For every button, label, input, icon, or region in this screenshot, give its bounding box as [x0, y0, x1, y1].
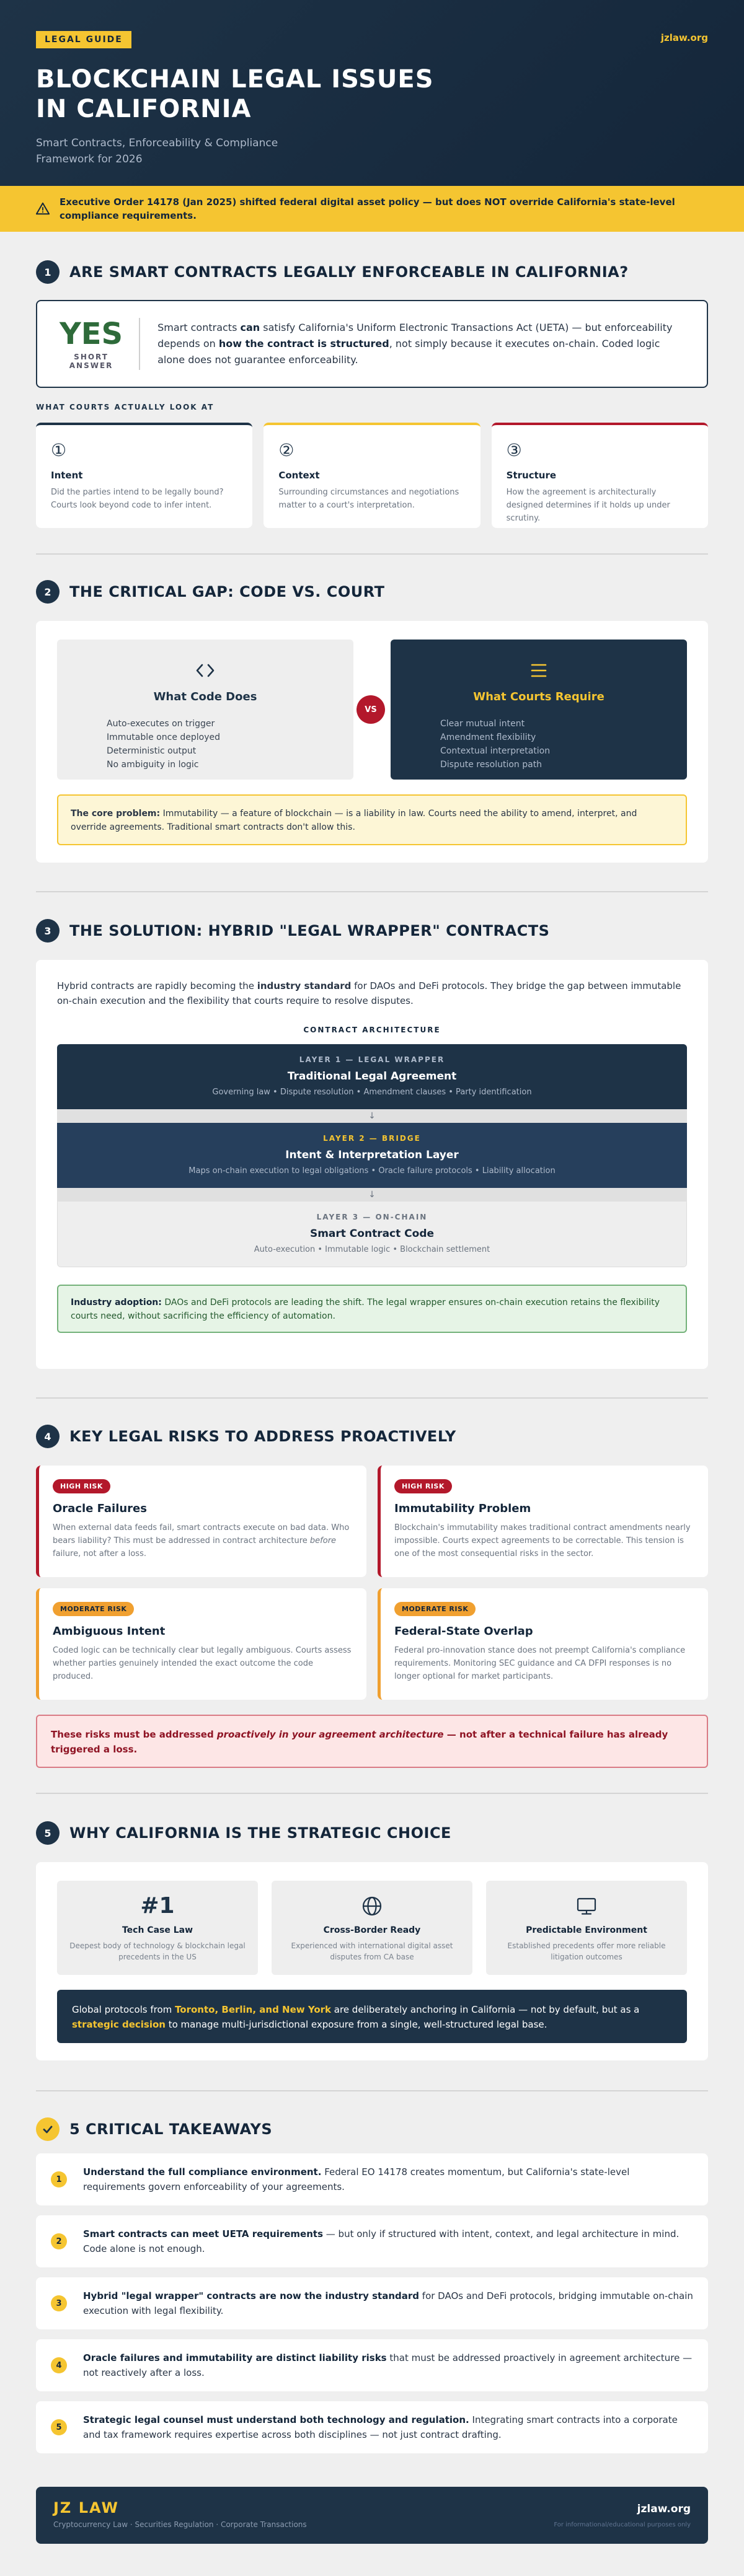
list-item: Contextual interpretation [440, 746, 551, 756]
advantage-card: #1 Tech Case Law Deepest body of technology & blockchain legal precedents in the US [57, 1881, 258, 1975]
takeaway-item: 5 Strategic legal counsel must understand both technology and regulation. Integrating smart contracts into a corporate and tax framework requires expertise across both disciplines — not just contract drafting. [36, 2401, 708, 2453]
section-title: ARE SMART CONTRACTS LEGALLY ENFORCEABLE IN CALIFORNIA? [69, 263, 629, 281]
industry-adoption-note: Industry adoption: DAOs and DeFi protocols are leading the shift. The legal wrapper ensures on-chain execution retains the flexibility courts need, without sacrificing the efficiency of automation. [57, 1285, 687, 1333]
risk-card: MODERATE RISK Ambiguous Intent Coded logic can be technically clear but legally ambiguous. Courts assess whether parties genuinely intended the exact outcome the code produced. [36, 1588, 366, 1700]
section-title: 5 CRITICAL TAKEAWAYS [69, 2121, 273, 2138]
risk-level-badge: MODERATE RISK [394, 1602, 476, 1616]
vs-badge: VS [356, 695, 385, 724]
down-arrow-icon: ↓ [57, 1188, 687, 1202]
layer-bridge: LAYER 2 — BRIDGE Intent & Interpretation Layer Maps on-chain execution to legal obligations • Oracle failure protocols • Liability allocation [57, 1123, 687, 1188]
section-title: THE CRITICAL GAP: CODE VS. COURT [69, 583, 385, 600]
section-number: 3 [36, 919, 60, 943]
risk-warning-note: These risks must be addressed proactively in your agreement architecture — not after a technical failure has already triggered a loss. [36, 1715, 708, 1768]
section-title: THE SOLUTION: HYBRID "LEGAL WRAPPER" CONTRACTS [69, 922, 550, 939]
section-number: 1 [36, 260, 60, 284]
list-item: Amendment flexibility [440, 732, 536, 742]
yes-answer: YES [60, 317, 123, 351]
alert-text: Executive Order 14178 (Jan 2025) shifted federal digital asset policy — but does NOT override California's state-level compliance requirements. [60, 196, 675, 221]
legal-guide-badge: LEGAL GUIDE [36, 31, 131, 48]
down-arrow-icon: ↓ [57, 1109, 687, 1123]
court-factor-card: ① Intent Did the parties intend to be legally bound? Courts look beyond code to infer intent. [36, 423, 252, 528]
risk-card: MODERATE RISK Federal-State Overlap Federal pro-innovation stance does not preempt California's compliance requirements. Monitoring SEC guidance and CA DFPI responses is no longer optional for market participants. [378, 1588, 708, 1700]
layer-legal-wrapper: LAYER 1 — LEGAL WRAPPER Traditional Legal Agreement Governing law • Dispute resolution • Amendment clauses • Party identification [57, 1044, 687, 1109]
short-answer-box [36, 300, 708, 388]
disclaimer: For informational/educational purposes only [554, 2521, 691, 2528]
section-number: 5 [36, 1821, 60, 1845]
site-link[interactable]: jzlaw.org [660, 32, 708, 43]
footer [36, 2487, 708, 2544]
list-item: Deterministic output [107, 746, 197, 756]
section-title: WHY CALIFORNIA IS THE STRATEGIC CHOICE [69, 1824, 451, 1842]
risk-level-badge: MODERATE RISK [53, 1602, 134, 1616]
section-number: 4 [36, 1425, 60, 1448]
advantage-card: Predictable Environment Established precedents offer more reliable litigation outcomes [486, 1881, 687, 1975]
footer-site-link[interactable]: jzlaw.org [637, 2503, 691, 2515]
short-answer-label: SHORT ANSWER [69, 353, 113, 370]
executive-order-alert [0, 186, 744, 232]
risk-card: HIGH RISK Oracle Failures When external data feeds fail, smart contracts execute on bad data. Who bears liability? This must be addressed in contract architecture before failure, not after a loss. [36, 1466, 366, 1577]
list-item: Auto-executes on trigger [107, 719, 215, 729]
page-title: BLOCKCHAIN LEGAL ISSUES IN CALIFORNIA [36, 65, 434, 123]
risk-card: HIGH RISK Immutability Problem Blockchain's immutability makes traditional contract amendments nearly impossible. Courts expect agreements to be correctable. This tension is one of the most consequential risks in the sector. [378, 1466, 708, 1577]
global-protocols-note: Global protocols from Toronto, Berlin, and New York are deliberately anchoring in California — not by default, but as a strategic decision to manage multi-jurisdictional exposure from a single, well-structured legal base. [57, 1990, 687, 2043]
code-vs-court-card [36, 621, 708, 863]
takeaway-item: 3 Hybrid "legal wrapper" contracts are now the industry standard for DAOs and DeFi protocols, bridging immutable on-chain execution with legal flexibility. [36, 2277, 708, 2329]
list-item: Immutable once deployed [107, 732, 221, 742]
section-enforceability [36, 260, 708, 528]
advantage-card: Cross-Border Ready Experienced with international digital asset disputes from CA base [272, 1881, 472, 1975]
section-critical-gap [36, 580, 708, 863]
risk-level-badge: HIGH RISK [394, 1479, 452, 1493]
divider [36, 1397, 708, 1399]
short-answer-text: Smart contracts can satisfy California's Uniform Electronic Transactions Act (UETA) — but enforceability depends on how the contract is structured, not simply because it executes on-chain. Coded logic alone does not guarantee enforceability. [157, 322, 673, 366]
what-code-does-panel: What Code Does Auto-executes on trigger Immutable once deployed Deterministic output No ambiguity in logic [57, 640, 353, 780]
menu-lines-icon [527, 659, 551, 682]
divider [36, 553, 708, 555]
divider [36, 2090, 708, 2091]
architecture-title: CONTRACT ARCHITECTURE [303, 1026, 441, 1034]
list-item: Clear mutual intent [440, 719, 525, 729]
court-factor-card: ② Context Surrounding circumstances and negotiations matter to a court's interpretation. [264, 423, 480, 528]
takeaway-item: 2 Smart contracts can meet UETA requirements — but only if structured with intent, context, and legal architecture in mind. Code alone is not enough. [36, 2215, 708, 2267]
hybrid-intro: Hybrid contracts are rapidly becoming the industry standard for DAOs and DeFi protocols. They bridge the gap between immutable on-chain execution and the flexibility that courts require to resolve disputes. [57, 980, 681, 1006]
monitor-icon [575, 1896, 598, 1917]
section-number: 2 [36, 580, 60, 604]
architecture-diagram [57, 1044, 687, 1267]
checkmark-icon [42, 2123, 54, 2135]
section-legal-risks [36, 1425, 708, 1768]
courts-look-title: WHAT COURTS ACTUALLY LOOK AT [36, 403, 215, 411]
takeaway-item: 1 Understand the full compliance environment. Federal EO 14178 creates momentum, but California's state-level requirements govern enforceability of your agreements. [36, 2153, 708, 2205]
section-takeaways [36, 2117, 708, 2453]
why-california-card [36, 1862, 708, 2060]
hybrid-contract-card [36, 960, 708, 1369]
section-why-california [36, 1821, 708, 2060]
globe-icon [361, 1896, 383, 1917]
court-factor-card: ③ Structure How the agreement is architecturally designed determines if it holds up under scrutiny. [492, 423, 708, 528]
layer-on-chain: LAYER 3 — ON-CHAIN Smart Contract Code Auto-execution • Immutable logic • Blockchain settlement [57, 1202, 687, 1267]
core-problem-note: The core problem: Immutability — a feature of blockchain — is a liability in law. Courts need the ability to amend, interpret, and override agreements. Traditional smart contracts don't allow this. [57, 794, 687, 845]
section-hybrid-contracts [36, 919, 708, 1369]
list-item: Dispute resolution path [440, 760, 542, 770]
what-courts-require-panel: What Courts Require Clear mutual intent Amendment flexibility Contextual interpretation Dispute resolution path [391, 640, 687, 780]
risk-level-badge: HIGH RISK [53, 1479, 110, 1493]
list-item: No ambiguity in logic [107, 760, 199, 770]
divider [36, 1793, 708, 1794]
rank-number: #1 [140, 1893, 175, 1919]
brand-tagline: Cryptocurrency Law · Securities Regulation · Corporate Transactions [53, 2520, 307, 2529]
code-brackets-icon [193, 659, 217, 682]
takeaway-item: 4 Oracle failures and immutability are distinct liability risks that must be addressed proactively in agreement architecture — not reactively after a loss. [36, 2339, 708, 2391]
hero-header [0, 0, 744, 186]
warning-triangle-icon [36, 202, 50, 216]
brand-logo: JZ LAW [53, 2499, 119, 2517]
section-title: KEY LEGAL RISKS TO ADDRESS PROACTIVELY [69, 1428, 456, 1445]
divider [36, 891, 708, 892]
page-subtitle: Smart Contracts, Enforceability & Compliance Framework for 2026 [36, 137, 278, 165]
